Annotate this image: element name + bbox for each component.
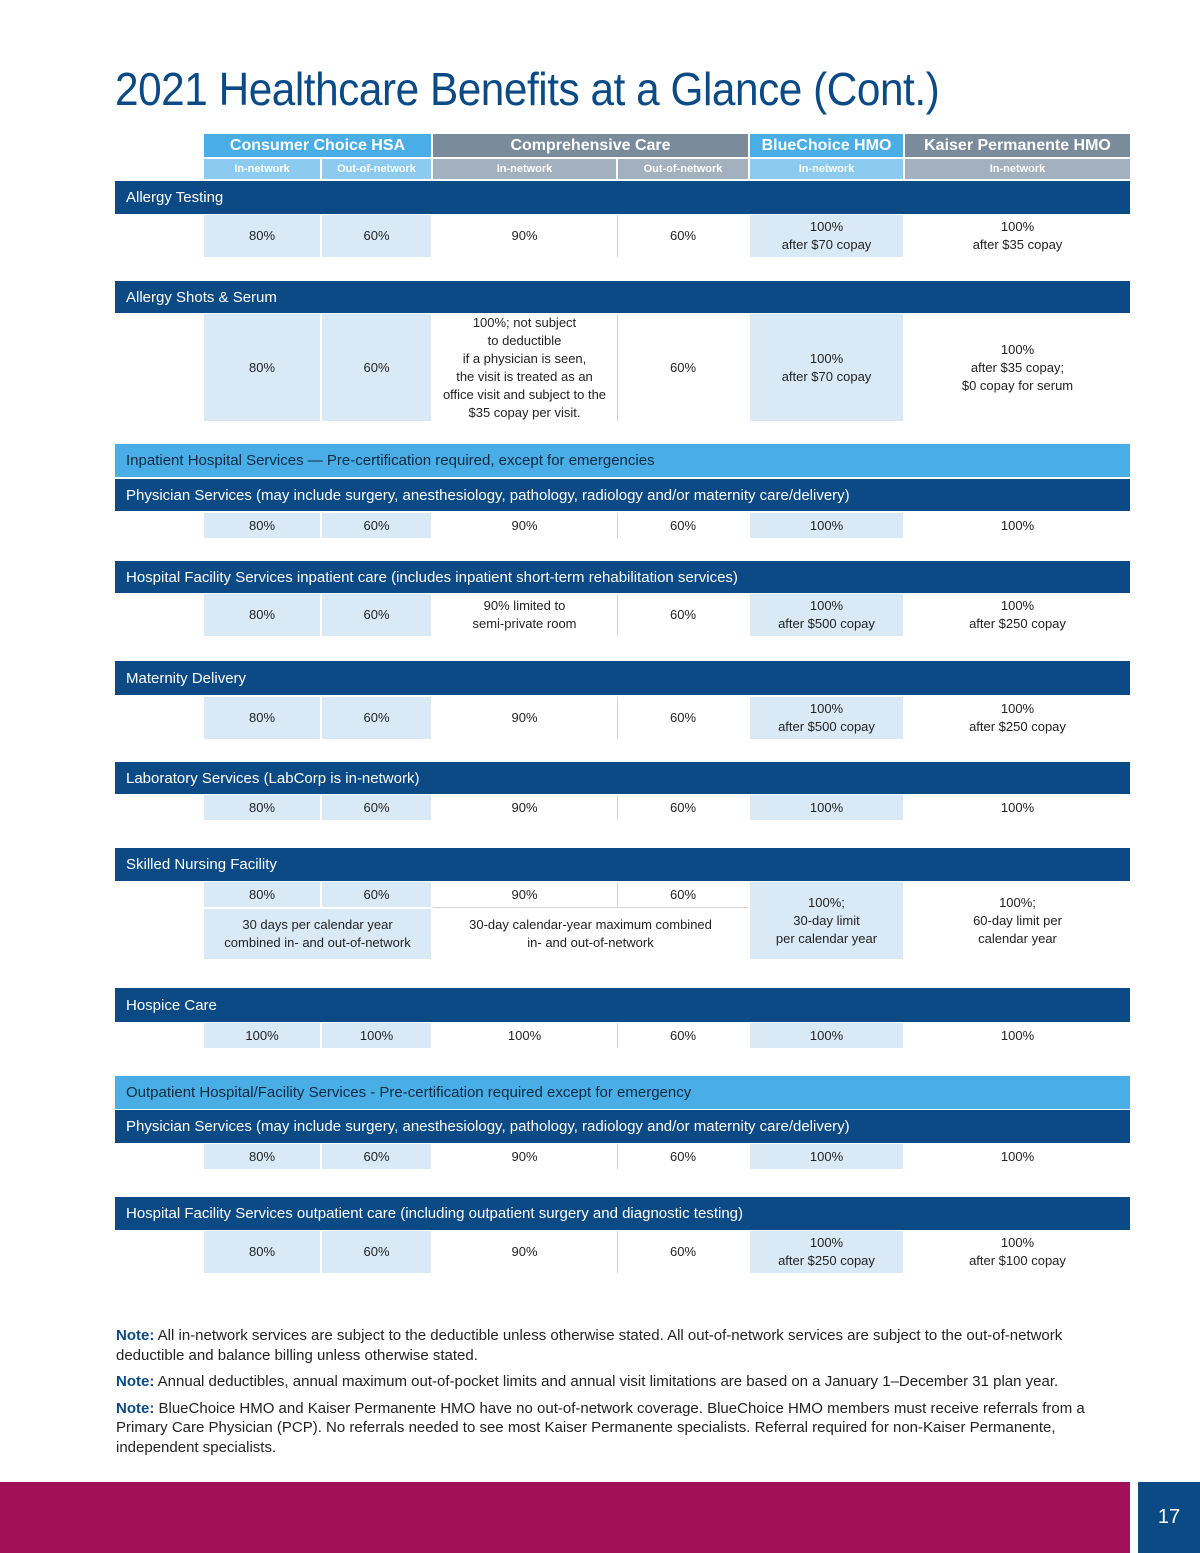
benefit-value: 100% [1000,1148,1035,1164]
benefit-value: 90% [511,799,538,815]
benefit-value: 60% [322,1144,431,1169]
divider [433,907,748,908]
benefit-value: 60% [669,710,697,725]
divider [617,1144,618,1169]
network-header: In-network [433,159,616,179]
benefit-value: 100% after $70 copay [750,314,903,421]
section-heading: Laboratory Services (LabCorp is in-network) [115,762,1130,794]
benefit-value: 60% [669,517,697,533]
benefit-value: 90% limited to semi-private room [472,598,577,631]
section-heading: Skilled Nursing Facility [115,848,1130,881]
note-item: Note: Annual deductibles, annual maximum out-of-pocket limits and annual visit limitations are based on a January 1–December 31 plan year. [116,1373,1059,1390]
benefit-value: 100% [1000,517,1035,533]
section-heading: Outpatient Hospital/Facility Services - Pre-certification required except for emergency [115,1076,1130,1109]
benefit-value: 100% after $250 copay [750,1231,903,1273]
plan-header-consumer-choice-hsa: Consumer Choice HSA [204,134,431,157]
network-header: In-network [204,159,320,179]
section-heading: Allergy Testing [115,181,1130,214]
divider [617,594,618,636]
benefit-value: 80% [204,795,320,820]
benefit-value: 100% after $100 copay [969,1235,1066,1268]
divider [617,215,618,257]
page-number: 17 [1138,1482,1200,1553]
benefit-value: 100% after $500 copay [750,697,903,739]
benefit-value: 60% [322,697,431,739]
benefit-value: 60% [322,1231,431,1273]
divider [617,513,618,538]
section-heading: Hospital Facility Services outpatient care (including outpatient surgery and diagnostic testing) [115,1197,1130,1230]
benefit-value: 100% [750,513,903,538]
benefit-value: 80% [204,513,320,538]
divider [617,1231,618,1273]
benefit-value: 80% [204,594,320,636]
notes [116,1326,1116,1464]
section-heading: Hospice Care [115,988,1130,1022]
section-heading: Inpatient Hospital Services — Pre-certification required, except for emergencies [115,444,1130,477]
benefit-value: 60% [322,314,431,421]
section-heading: Allergy Shots & Serum [115,281,1130,313]
note-item: Note: All in-network services are subject to the deductible unless otherwise stated. All out-of-network services are subject to the out-of-network deductible and balance billing unless otherwise stated. [116,1327,1063,1364]
benefit-value: 60% [669,359,697,375]
plan-header-comprehensive-care: Comprehensive Care [433,134,748,157]
section-heading: Physician Services (may include surgery, anesthesiology, pathology, radiology and/or maternity care/delivery) [115,1110,1130,1143]
benefit-value: 100% [1000,1027,1035,1043]
network-header: In-network [905,159,1130,179]
network-header: Out-of-network [322,159,431,179]
benefit-value: 100% [204,1023,320,1048]
benefit-value: 60% [669,799,697,815]
network-header: Out-of-network [618,159,748,179]
benefit-note: 30 days per calendar year combined in- and out-of-network [204,909,431,959]
benefit-note: 30-day calendar-year maximum combined in- and out-of-network [469,917,712,950]
benefit-value: 80% [204,1144,320,1169]
benefit-value: 60% [669,228,697,243]
divider [617,882,618,907]
benefit-value: 60% [669,1027,697,1043]
benefit-value: 80% [204,215,320,257]
network-header: In-network [750,159,903,179]
section-heading: Physician Services (may include surgery, anesthesiology, pathology, radiology and/or maternity care/delivery) [115,479,1130,511]
benefit-value: 100%; 30-day limit per calendar year [750,882,903,959]
section-heading: Maternity Delivery [115,661,1130,695]
footer-bar [0,1482,1130,1553]
benefit-value: 80% [204,697,320,739]
benefit-value: 90% [511,1244,538,1259]
divider [617,314,618,421]
benefit-value: 100%; not subject to deductible if a physician is seen, the visit is treated as an office visit and subject to the $35 copay per visit. [442,314,607,420]
benefit-value: 60% [669,1148,697,1164]
benefit-value: 60% [322,882,431,907]
benefit-value: 80% [204,314,320,421]
benefit-value: 60% [322,513,431,538]
benefit-value: 100% [507,1027,542,1043]
page-title: 2021 Healthcare Benefits at a Glance (Cont.) [115,63,940,115]
benefit-value: 100% [322,1023,431,1048]
benefit-value: 90% [511,517,538,533]
benefit-value: 100% after $70 copay [750,215,903,257]
note-item: Note: BlueChoice HMO and Kaiser Permanente HMO have no out-of-network coverage. BlueChoice HMO members must receive referrals from a Primary Care Physician (PCP). No referrals needed to see most Kaiser Permanente specialists. Referral required for non-Kaiser Permanente, independent specialists. [116,1399,1085,1456]
benefit-value: 90% [511,710,538,725]
plan-header-bluechoice-hmo: BlueChoice HMO [750,134,903,157]
section-heading: Hospital Facility Services inpatient care (includes inpatient short-term rehabilitation services) [115,561,1130,593]
benefit-value: 80% [204,1231,320,1273]
benefit-value: 60% [322,594,431,636]
benefit-value: 60% [669,886,697,902]
benefit-value: 100% [750,1023,903,1048]
benefit-value: 100% [750,1144,903,1169]
benefit-value: 60% [322,795,431,820]
divider [617,1023,618,1048]
benefit-value: 90% [511,1148,538,1164]
benefit-value: 100% after $500 copay [750,594,903,636]
benefit-value: 80% [204,882,320,907]
benefit-value: 100% after $35 copay; $0 copay for serum [961,341,1074,393]
benefit-value: 100% after $250 copay [969,598,1066,631]
benefit-value: 100% [1000,799,1035,815]
divider [617,697,618,739]
benefit-value: 100% after $250 copay [969,701,1066,734]
benefit-value: 100%; 60-day limit per calendar year [973,894,1062,946]
benefit-value: 60% [669,1244,697,1259]
benefit-value: 60% [669,607,697,622]
benefit-value: 100% after $35 copay [972,219,1063,252]
divider [617,795,618,820]
benefit-value: 90% [511,886,538,902]
benefit-value: 60% [322,215,431,257]
plan-header-kaiser-permanente-hmo: Kaiser Permanente HMO [905,134,1130,157]
benefit-value: 90% [511,228,538,243]
benefit-value: 100% [750,795,903,820]
